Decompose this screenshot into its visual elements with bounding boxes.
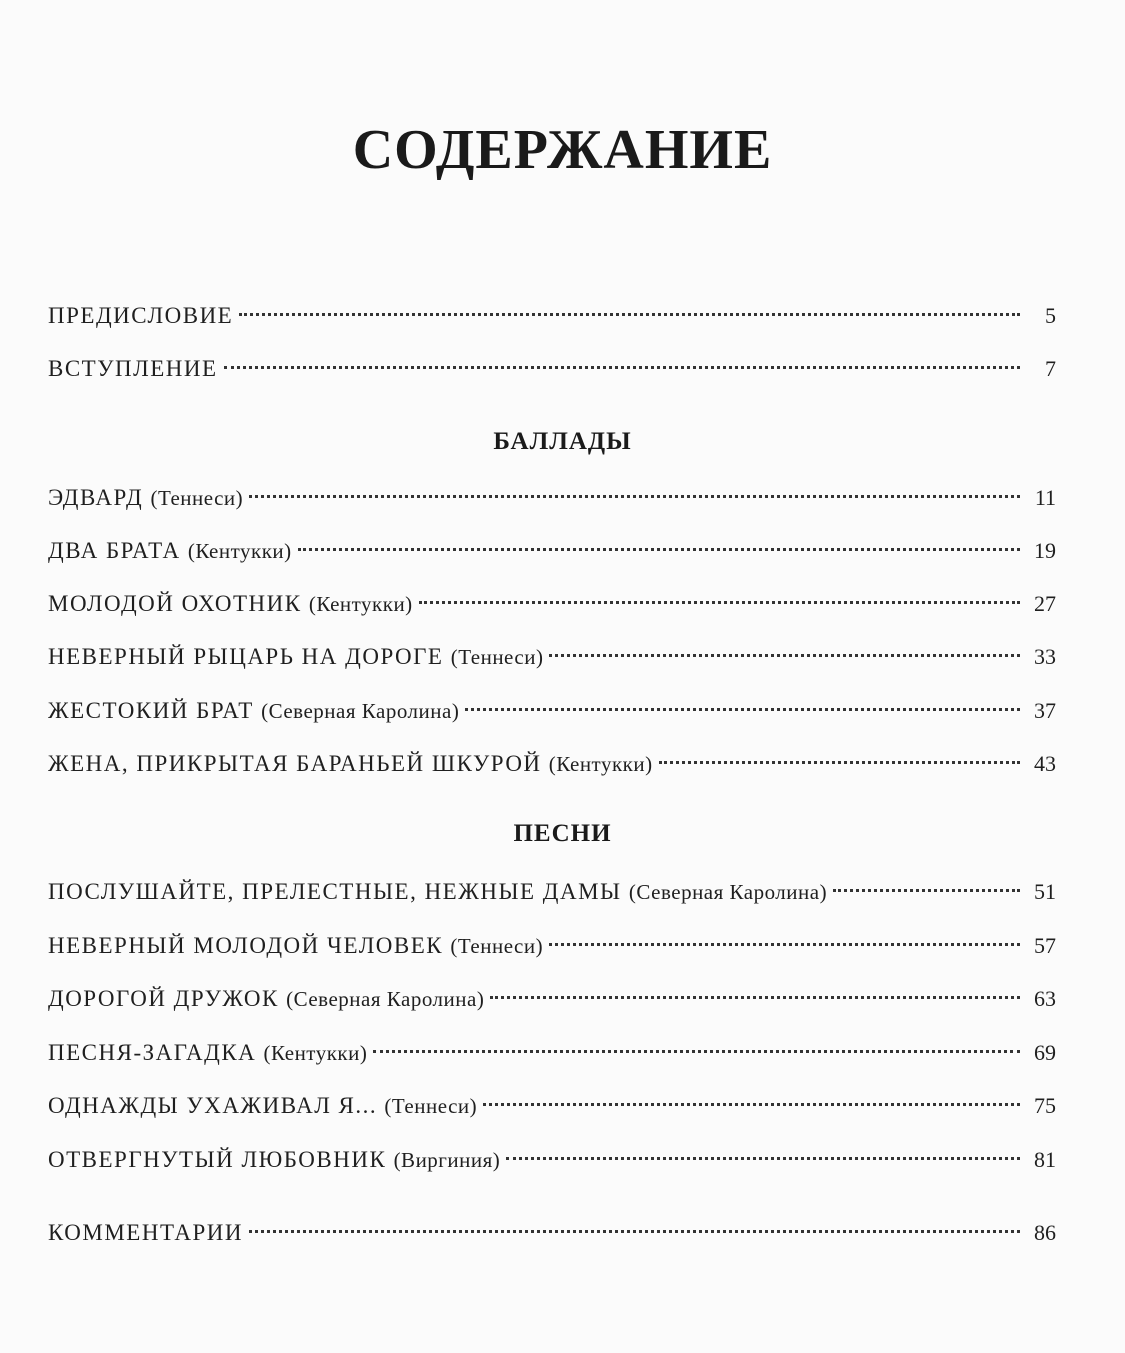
toc-entry-title: НЕВЕРНЫЙ МОЛОДОЙ ЧЕЛОВЕК (Теннеси)	[48, 933, 544, 958]
toc-dot-leader	[373, 1050, 1020, 1053]
toc-entry-region: (Северная Каролина)	[628, 880, 828, 904]
toc-page-number: 86	[1034, 1220, 1056, 1245]
toc-entry	[48, 482, 1056, 514]
toc-dot-leader	[490, 996, 1020, 999]
toc-entry-title: ОДНАЖДЫ УХАЖИВАЛ Я... (Теннеси)	[48, 1093, 478, 1118]
section-heading-songs: ПЕСНИ	[513, 820, 612, 847]
toc-dot-leader	[465, 708, 1020, 711]
toc-dot-leader	[224, 366, 1020, 369]
toc-entry	[48, 1037, 1056, 1069]
toc-page-number: 51	[1034, 879, 1056, 904]
toc-entry-title: ПРЕДИСЛОВИЕ	[48, 303, 234, 328]
toc-entry-title: ЖЕНА, ПРИКРЫТАЯ БАРАНЬЕЙ ШКУРОЙ (Кентукки)	[48, 751, 653, 776]
toc-entry	[48, 641, 1056, 673]
toc-entry-title: ЖЕСТОКИЙ БРАТ (Северная Каролина)	[48, 698, 460, 723]
toc-page-number: 7	[1045, 356, 1056, 381]
toc-entry-title: ПОСЛУШАЙТЕ, ПРЕЛЕСТНЫЕ, НЕЖНЫЕ ДАМЫ (Северная Каролина)	[48, 879, 828, 904]
toc-entry	[48, 695, 1056, 727]
toc-entry-region: (Теннеси)	[450, 645, 544, 669]
toc-entry-introduction	[48, 353, 1056, 385]
toc-dot-leader	[506, 1157, 1020, 1160]
toc-dot-leader	[659, 761, 1020, 764]
toc-page-number: 63	[1034, 986, 1056, 1011]
toc-page-number: 43	[1034, 751, 1056, 776]
toc-page-number: 57	[1034, 933, 1056, 958]
toc-entry-region: (Северная Каролина)	[286, 987, 485, 1011]
toc-entry-title: КОММЕНТАРИИ	[48, 1220, 243, 1245]
toc-page-number: 11	[1034, 485, 1056, 510]
toc-page-number: 33	[1034, 644, 1056, 669]
toc-entry-title: ВСТУПЛЕНИЕ	[48, 356, 218, 381]
toc-dot-leader	[239, 313, 1020, 316]
toc-entry-region: (Виргиния)	[393, 1148, 501, 1172]
toc-dot-leader	[298, 548, 1020, 551]
toc-entry-region: (Северная Каролина)	[261, 699, 460, 723]
toc-page-number: 81	[1034, 1147, 1056, 1172]
toc-dot-leader	[833, 889, 1020, 892]
toc-entry-title: ДВА БРАТА (Кентукки)	[48, 538, 292, 563]
toc-page-number: 19	[1034, 538, 1056, 563]
toc-dot-leader	[483, 1103, 1020, 1106]
toc-entry	[48, 535, 1056, 567]
toc-entry-title: ЭДВАРД (Теннеси)	[48, 485, 244, 510]
toc-entry-title: ДОРОГОЙ ДРУЖОК (Северная Каролина)	[48, 986, 485, 1011]
section-heading-ballads: БАЛЛАДЫ	[493, 428, 632, 455]
toc-entry	[48, 588, 1056, 620]
toc-page-number: 27	[1034, 591, 1056, 616]
toc-dot-leader	[249, 1230, 1020, 1233]
toc-entry-title: НЕВЕРНЫЙ РЫЦАРЬ НА ДОРОГЕ (Теннеси)	[48, 644, 544, 669]
toc-entry	[48, 1144, 1056, 1176]
toc-entry-region: (Кентукки)	[263, 1041, 368, 1065]
toc-entry-preface	[48, 300, 1056, 332]
toc-entry	[48, 876, 1056, 908]
toc-entry-region: (Теннеси)	[384, 1094, 478, 1118]
toc-entry-region: (Кентукки)	[187, 539, 292, 563]
toc-dot-leader	[549, 654, 1020, 657]
toc-page-number: 5	[1045, 303, 1056, 328]
toc-entry-title: МОЛОДОЙ ОХОТНИК (Кентукки)	[48, 591, 413, 616]
toc-dot-leader	[549, 943, 1020, 946]
toc-entry-region: (Кентукки)	[308, 592, 413, 616]
toc-page-number: 69	[1034, 1040, 1056, 1065]
toc-entry-region: (Теннеси)	[450, 934, 544, 958]
toc-page-number: 75	[1034, 1093, 1056, 1118]
toc-entry-title: ПЕСНЯ-ЗАГАДКА (Кентукки)	[48, 1040, 368, 1065]
toc-entry	[48, 748, 1056, 780]
toc-entry	[48, 1090, 1056, 1122]
toc-entry-region: (Кентукки)	[548, 752, 653, 776]
toc-dot-leader	[419, 601, 1020, 604]
toc-dot-leader	[249, 495, 1020, 498]
toc-entry	[48, 930, 1056, 962]
toc-entry-commentary	[48, 1217, 1056, 1249]
toc-page-number: 37	[1034, 698, 1056, 723]
toc-entry-title: ОТВЕРГНУТЫЙ ЛЮБОВНИК (Виргиния)	[48, 1147, 501, 1172]
page-title: СОДЕРЖАНИЕ	[352, 119, 773, 181]
toc-entry	[48, 983, 1056, 1015]
toc-entry-region: (Теннеси)	[150, 486, 244, 510]
